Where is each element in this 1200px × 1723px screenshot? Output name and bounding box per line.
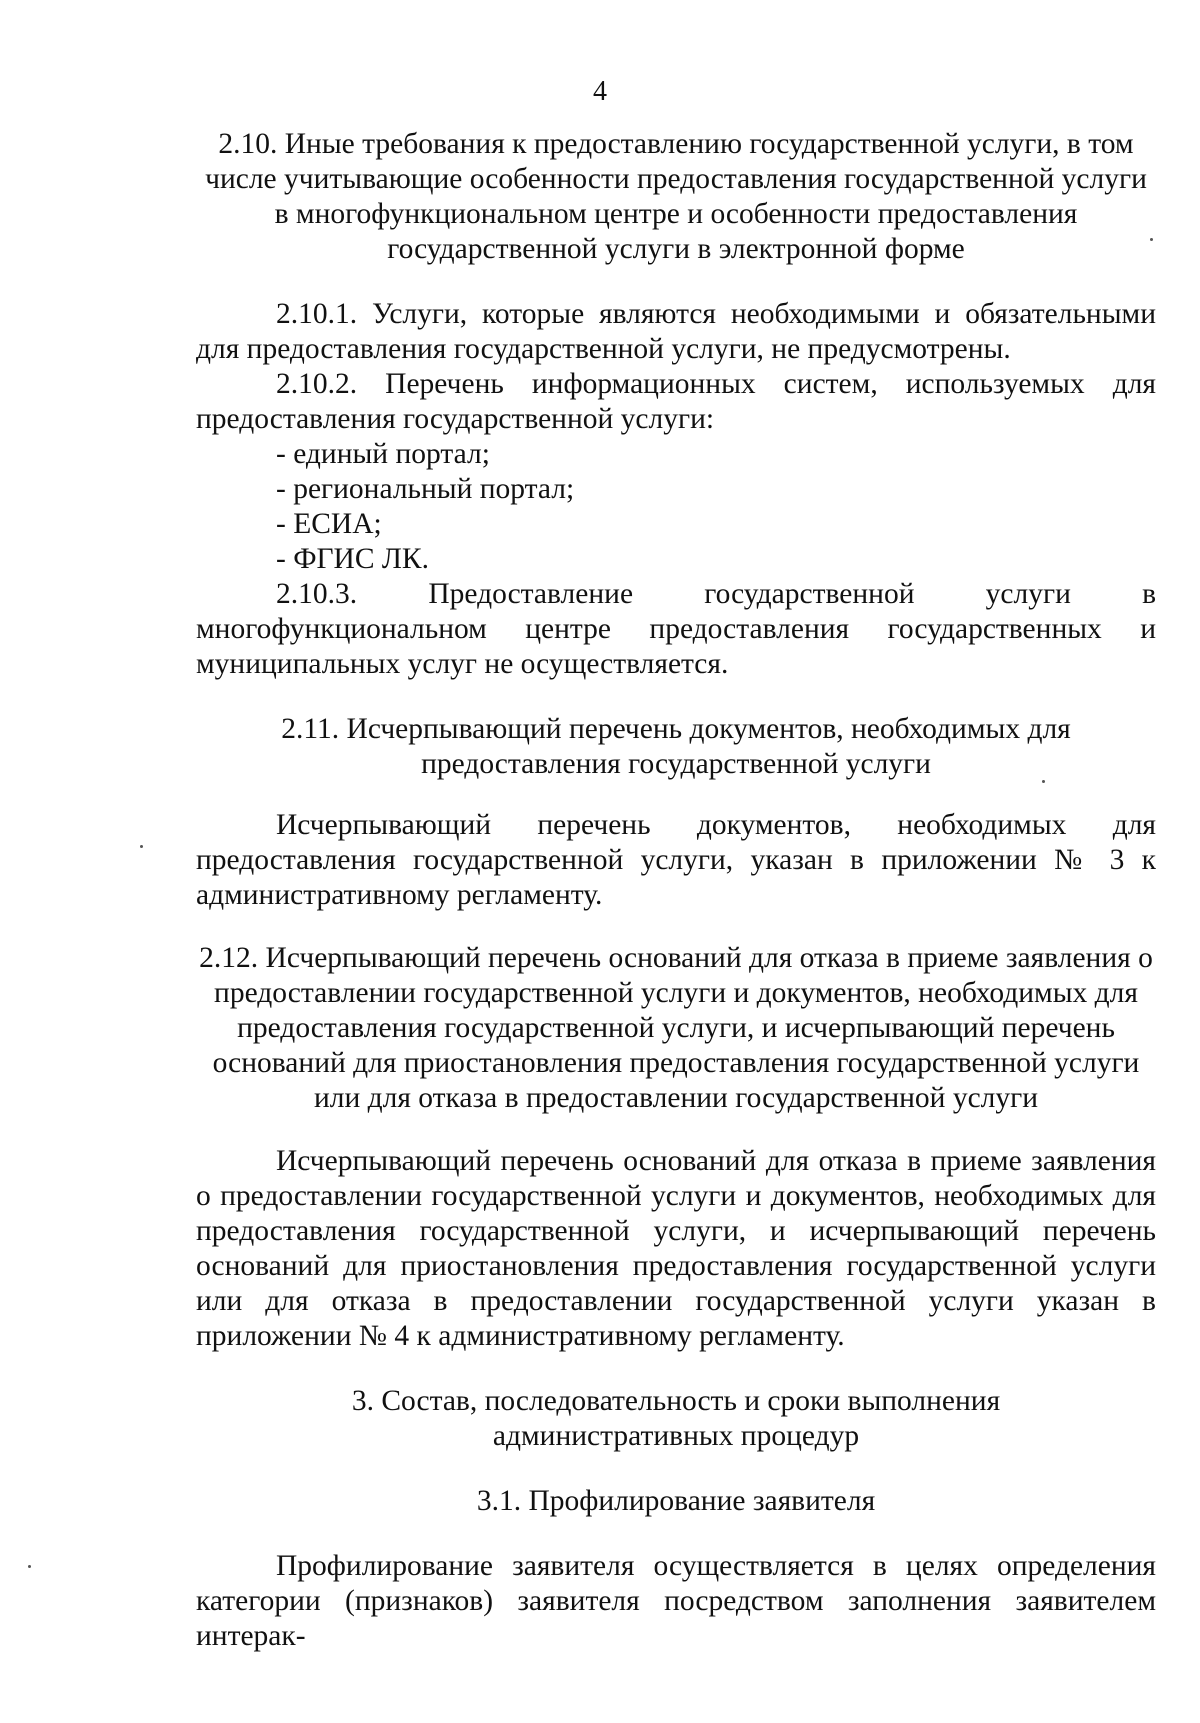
scan-speck <box>140 845 143 848</box>
scan-speck <box>1150 238 1153 241</box>
section-3-heading-line1: 3. Состав, последовательность и сроки выполнения <box>351 1385 1001 1417</box>
list-item: - ЕСИА; <box>276 508 382 540</box>
page-number: 4 <box>593 76 607 107</box>
section-2-10-1-paragraph: 2.10.1. Услуги, которые являются необходимыми и обязательными для предоставления государственной услуги, не предусмотрены. <box>196 298 1156 365</box>
section-2-11-heading: 2.11. Исчерпывающий перечень документов, необходимых для предоставления государственной услуги <box>281 713 1071 780</box>
list-item: - ФГИС ЛК. <box>276 543 429 575</box>
section-3-1-heading: 3.1. Профилирование заявителя <box>476 1485 876 1517</box>
section-3-1-paragraph: Профилирование заявителя осуществляется в целях определения категории (признаков) заявителя посредством заполнения заявителем интерак- <box>196 1550 1156 1652</box>
section-2-12-heading: 2.12. Исчерпывающий перечень оснований для отказа в приеме заявления о предоставлении государственной услуги и документов, необходимых для предоставления государственной услуги, и исчерпывающий перечень оснований для приостановления предоставления государственной услуги или для отказа в предоставлении государственной услуги <box>199 942 1153 1114</box>
list-item: - единый портал; <box>276 438 490 470</box>
document-body <box>196 127 1156 1654</box>
section-2-10-heading: 2.10. Иные требования к предоставлению государственной услуги, в том числе учитывающие особенности предоставления государственной услуги в многофункциональном центре и особенности предоставления государственной услуги в электронной форме <box>205 128 1147 265</box>
section-3-heading-line2: административных процедур <box>492 1420 860 1452</box>
scan-speck <box>28 1565 31 1568</box>
section-2-10-3-paragraph: 2.10.3. Предоставление государственной услуги в многофункциональном центре предоставления государственных и муниципальных услуг не осуществляется. <box>196 578 1156 680</box>
section-2-11-paragraph: Исчерпывающий перечень документов, необходимых для предоставления государственной услуги, указан в приложении № 3 к административному регламенту. <box>196 809 1156 911</box>
list-item: - региональный портал; <box>276 473 575 505</box>
section-2-10-2-paragraph: 2.10.2. Перечень информационных систем, используемых для предоставления государственной услуги: <box>196 368 1156 435</box>
scan-speck <box>1042 780 1045 783</box>
section-2-12-paragraph: Исчерпывающий перечень оснований для отказа в приеме заявления о предоставлении государственной услуги и документов, необходимых для предоставления государственной услуги, и исчерпывающий перечень оснований для приостановления предоставления государственной услуги или для отказа в предоставлении государственной услуги указан в приложении № 4 к административному регламенту. <box>196 1145 1156 1352</box>
